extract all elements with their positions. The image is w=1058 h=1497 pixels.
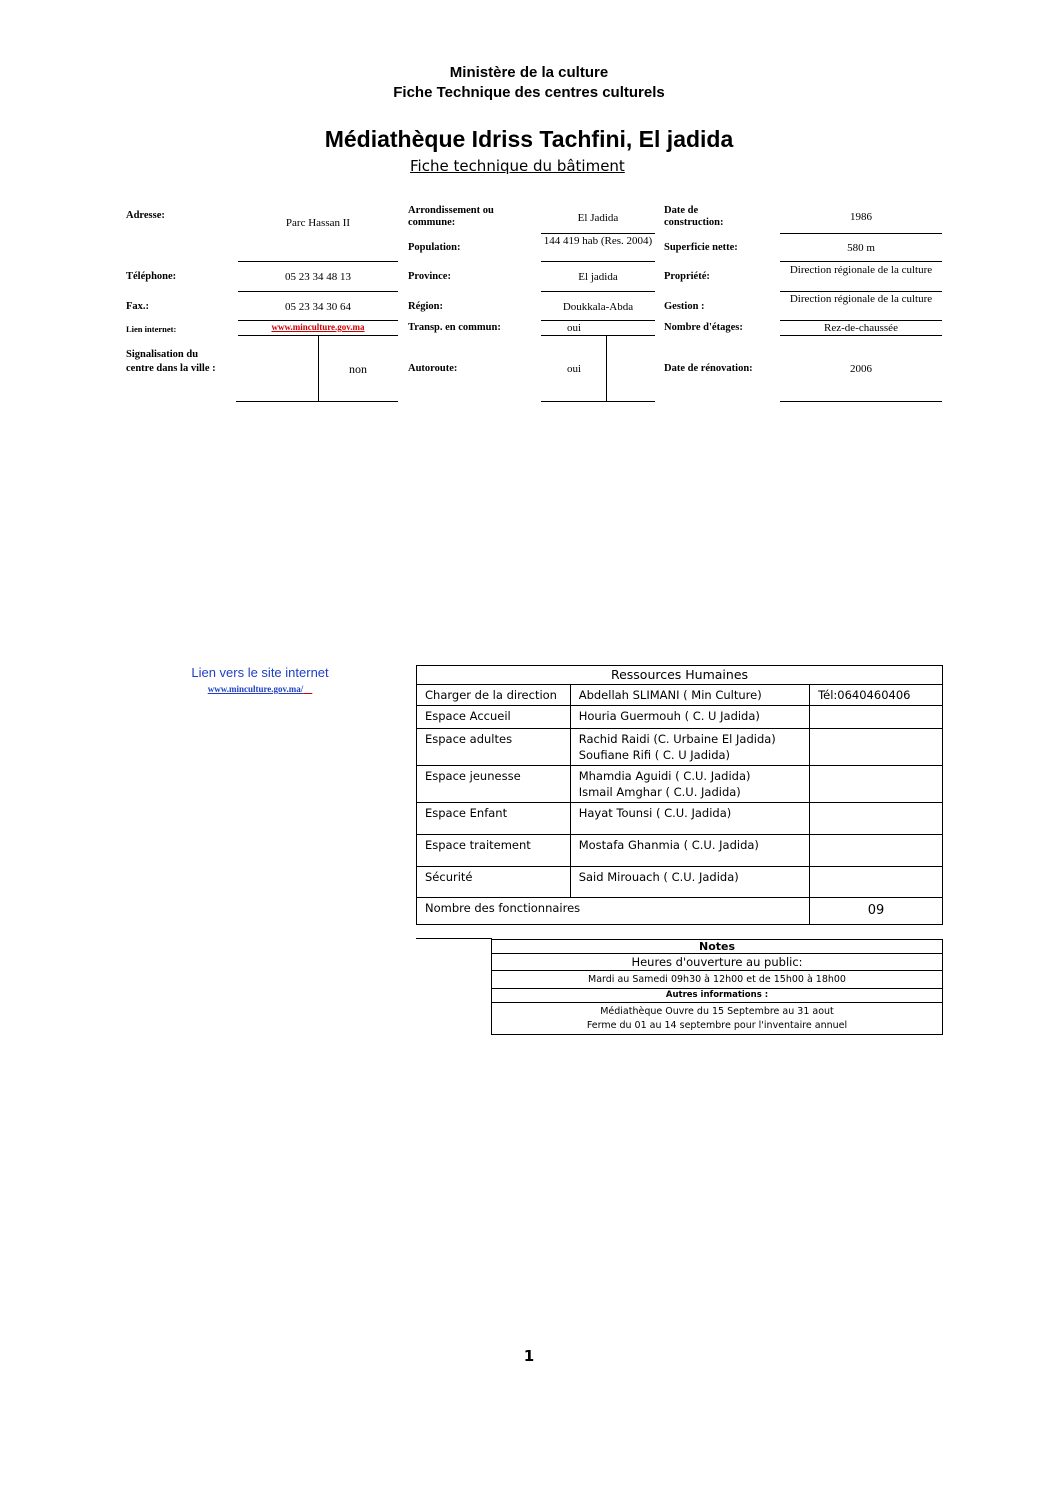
divider — [780, 320, 942, 321]
person: Rachid Raidi (C. Urbaine El Jadida) — [578, 732, 776, 746]
people-cell: Said Mirouach ( C.U. Jadida) — [570, 867, 809, 898]
other-info-label: Autres informations : — [492, 989, 943, 1003]
other-info-line: Médiathèque Ouvre du 15 Septembre au 31 aout — [600, 1006, 834, 1017]
table-row — [417, 706, 943, 729]
renovation-value: 2006 — [850, 363, 872, 375]
other-info-line: Ferme du 01 au 14 septembre pour l'inventaire annuel — [586, 1020, 848, 1031]
signalisation-value: non — [349, 362, 367, 376]
divider — [541, 261, 655, 262]
telephone-value: 05 23 34 48 13 — [285, 271, 351, 283]
divider — [541, 233, 655, 234]
site-link-url[interactable]: www.minculture.gov.ma/ — [207, 684, 304, 694]
etages-value: Rez-de-chaussée — [824, 322, 898, 334]
telephone-label: Téléphone: — [126, 271, 177, 282]
arrondissement-value: El Jadida — [577, 212, 619, 224]
role-cell: Espace Enfant — [417, 803, 571, 835]
section-title: Fiche technique du bâtiment — [410, 157, 625, 175]
divider — [541, 291, 655, 292]
table-row — [417, 729, 943, 766]
extra-cell — [810, 835, 943, 867]
signalisation-label: Signalisation du centre dans la ville : — [126, 349, 216, 374]
people-cell: Abdellah SLIMANI ( Min Culture) — [570, 685, 809, 706]
ressources-title: Ressources Humaines — [417, 666, 943, 685]
divider — [416, 938, 492, 939]
extra-cell: Tél:0640460406 — [810, 685, 943, 706]
autoroute-value: oui — [566, 363, 582, 375]
lien-label: Lien internet: — [126, 324, 177, 334]
population-value: 144 419 hab (Res. 2004) — [543, 235, 653, 247]
transport-value: oui — [566, 322, 582, 334]
gestion-label: Gestion : — [664, 301, 705, 312]
role-cell: Sécurité — [417, 867, 571, 898]
extra-cell — [810, 803, 943, 835]
table-row — [417, 766, 943, 803]
role-cell: Charger de la direction — [417, 685, 571, 706]
divider — [541, 335, 655, 336]
site-link-title: Lien vers le site internet — [191, 665, 329, 680]
population-label: Population: — [408, 242, 461, 253]
people-cell — [570, 729, 809, 766]
hours-label: Heures d'ouverture au public: — [492, 954, 943, 971]
person: Soufiane Rifi ( C. U Jadida) — [578, 748, 731, 762]
table-row — [417, 685, 943, 706]
person: Mhamdia Aguidi ( C.U. Jadida) — [578, 769, 751, 783]
people-cell — [570, 766, 809, 803]
province-label: Province: — [408, 271, 451, 282]
people-cell: Houria Guermouh ( C. U Jadida) — [570, 706, 809, 729]
total-value: 09 — [810, 898, 943, 925]
ministry-header: Ministère de la culture — [449, 64, 609, 81]
link-trail — [303, 684, 312, 694]
divider — [780, 401, 942, 402]
extra-cell — [810, 706, 943, 729]
extra-cell — [810, 729, 943, 766]
other-info-value — [492, 1003, 943, 1035]
notes-table — [491, 939, 943, 1035]
people-cell: Hayat Tounsi ( C.U. Jadida) — [570, 803, 809, 835]
extra-cell — [810, 766, 943, 803]
etages-label: Nombre d'étages: — [664, 322, 743, 333]
document-subtitle: Fiche Technique des centres culturels — [393, 84, 665, 101]
total-label: Nombre des fonctionnaires — [417, 898, 810, 925]
renovation-label: Date de rénovation: — [664, 363, 753, 374]
superficie-label: Superficie nette: — [664, 242, 738, 253]
role-cell: Espace Accueil — [417, 706, 571, 729]
gestion-value: Direction régionale de la culture — [789, 293, 933, 305]
divider — [780, 291, 942, 292]
divider — [780, 261, 942, 262]
fax-value: 05 23 34 30 64 — [285, 301, 351, 313]
adresse-label: Adresse: — [126, 210, 165, 221]
date-construction-label: Date de construction: — [664, 205, 724, 228]
autoroute-label: Autoroute: — [408, 363, 458, 374]
divider — [780, 233, 942, 234]
table-row — [417, 835, 943, 867]
fax-label: Fax.: — [126, 301, 150, 312]
divider — [236, 401, 398, 402]
role-cell: Espace traitement — [417, 835, 571, 867]
divider — [541, 320, 655, 321]
region-value: Doukkala-Abda — [562, 301, 634, 313]
table-row-total — [417, 898, 943, 925]
hours-value: Mardi au Samedi 09h30 à 12h00 et de 15h00 à 18h00 — [492, 971, 943, 989]
table-row — [417, 867, 943, 898]
date-construction-value: 1986 — [850, 211, 872, 223]
region-label: Région: — [408, 301, 443, 312]
adresse-value: Parc Hassan II — [285, 217, 351, 229]
transport-label: Transp. en commun: — [408, 322, 501, 333]
notes-title: Notes — [492, 940, 943, 954]
propriete-value: Direction régionale de la culture — [789, 264, 933, 276]
divider — [780, 335, 942, 336]
divider — [238, 291, 398, 292]
page-number: 1 — [523, 1347, 535, 1365]
lien-value-wrap — [238, 321, 398, 334]
page-title: Médiathèque Idriss Tachfini, El jadida — [324, 126, 734, 152]
arrondissement-label: Arrondissement ou commune: — [408, 205, 494, 228]
extra-cell — [810, 867, 943, 898]
table-row — [417, 803, 943, 835]
people-cell: Mostafa Ghanmia ( C.U. Jadida) — [570, 835, 809, 867]
province-value: El jadida — [578, 271, 618, 283]
propriete-label: Propriété: — [664, 271, 710, 282]
person: Ismail Amghar ( C.U. Jadida) — [578, 785, 741, 799]
role-cell: Espace adultes — [417, 729, 571, 766]
superficie-value: 580 m — [847, 242, 875, 254]
lien-link[interactable]: www.minculture.gov.ma — [271, 322, 365, 332]
divider — [238, 261, 398, 262]
role-cell: Espace jeunesse — [417, 766, 571, 803]
site-link-block — [170, 665, 350, 697]
ressources-humaines-table — [416, 665, 943, 925]
divider — [541, 401, 655, 402]
